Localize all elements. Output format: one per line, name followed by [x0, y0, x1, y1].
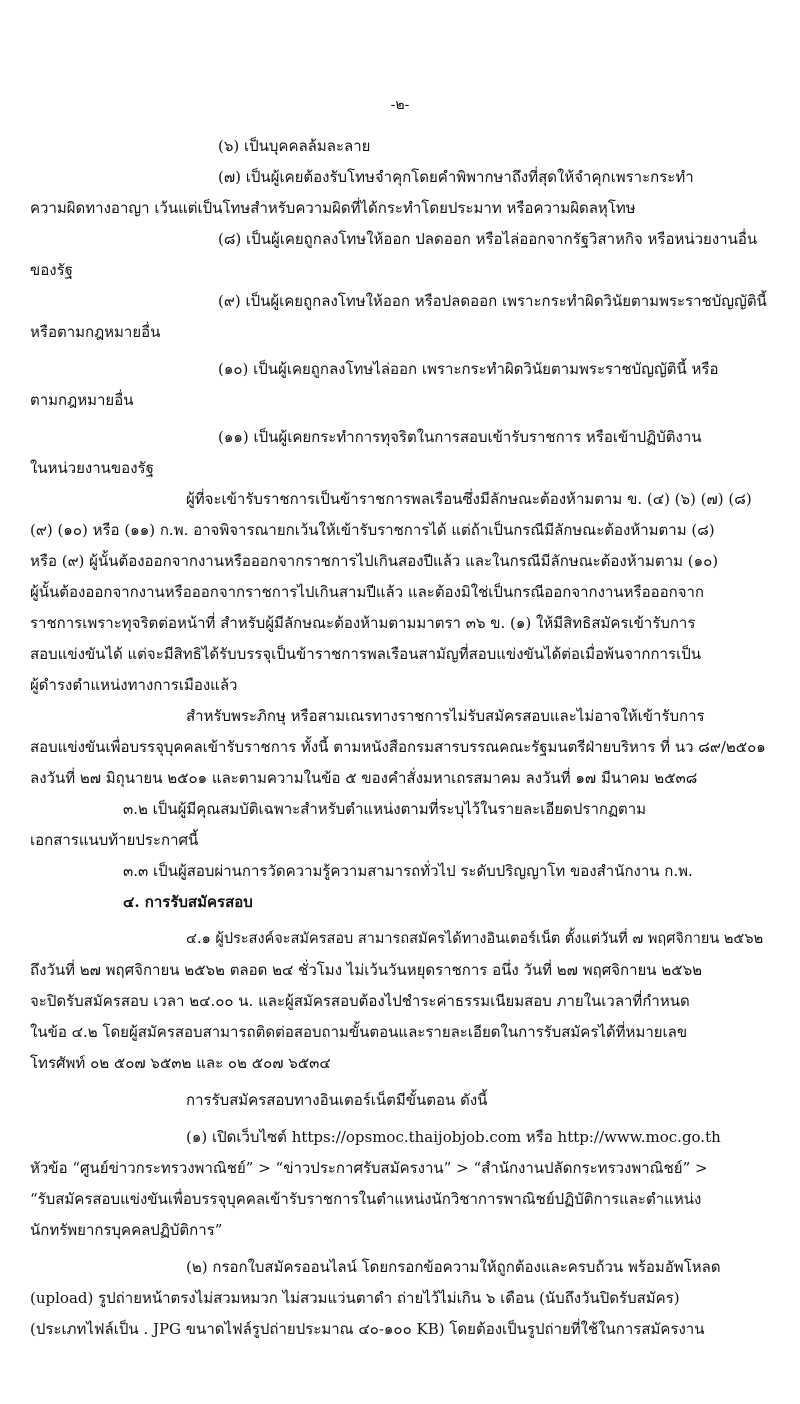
text-line: ในหน่วยงานของรัฐ [30, 459, 154, 477]
text-line: (๗) เป็นผู้เคยต้องรับโทษจำคุกโดยคำพิพากษาถึงที่สุดให้จำคุกเพราะกระทำ [218, 168, 694, 186]
text-line: นักทรัพยากรบุคคลปฏิบัติการ” [30, 1221, 223, 1239]
text-line: ถึงวันที่ ๒๗ พฤศจิกายน ๒๕๖๒ ตลอด ๒๔ ชั่วโมง ไม่เว้นวันหยุดราชการ อนึ่ง วันที่ ๒๗ พฤศจิกายน ๒๕๖๒ [30, 961, 702, 979]
text-line: ๓.๒ เป็นผู้มีคุณสมบัติเฉพาะสำหรับตำแหน่งตามที่ระบุไว้ในรายละเอียดปรากฏตาม [123, 800, 647, 818]
text-line: ความผิดทางอาญา เว้นแต่เป็นโทษสำหรับความผิดที่ได้กระทำโดยประมาท หรือความผิดลหุโทษ [30, 199, 636, 217]
text-line: ๓.๓ เป็นผู้สอบผ่านการวัดความรู้ความสามารถทั่วไป ระดับปริญญาโท ของสำนักงาน ก.พ. [123, 862, 693, 880]
text-line: (๑) เปิดเว็บไซต์ https://opsmoc.thaijobjob.com หรือ http://www.moc.go.th [186, 1128, 721, 1146]
text-line: ในข้อ ๔.๒ โดยผู้สมัครสอบสามารถติดต่อสอบถามขั้นตอนและรายละเอียดในการรับสมัครได้ที่หมายเลข [30, 1023, 688, 1041]
text-line: จะปิดรับสมัครสอบ เวลา ๒๔.๐๐ น. และผู้สมัครสอบต้องไปชำระค่าธรรมเนียมสอบ ภายในเวลาที่กำหนด [30, 992, 690, 1010]
text-line: (๘) เป็นผู้เคยถูกลงโทษให้ออก ปลดออก หรือไล่ออกจากรัฐวิสาหกิจ หรือหน่วยงานอื่น [218, 230, 758, 248]
text-line: (๖) เป็นบุคคลล้มละลาย [218, 137, 371, 155]
text-line: หรือ (๙) ผู้นั้นต้องออกจากงานหรือออกจากราชการไปเกินสองปีแล้ว และในกรณีมีลักษณะต้องห้ามตาม (๑๐) [30, 552, 719, 570]
text-line: ตามกฎหมายอื่น [30, 391, 134, 409]
page-number: -๒- [390, 97, 410, 113]
text-line: (๒) กรอกใบสมัครออนไลน์ โดยกรอกข้อความให้ถูกต้องและครบถ้วน พร้อมอัพโหลด [186, 1258, 721, 1276]
text-line: สำหรับพระภิกษุ หรือสามเณรทางราชการไม่รับสมัครสอบและไม่อาจให้เข้ารับการ [186, 707, 705, 725]
text-line: โทรศัพท์ ๐๒ ๕๐๗ ๖๕๓๒ และ ๐๒ ๕๐๗ ๖๕๓๔ [30, 1054, 331, 1072]
text-line: ผู้นั้นต้องออกจากงานหรือออกจากราชการไปเกินสามปีแล้ว และต้องมิใช่เป็นกรณีออกจากงานหรือออกจาก [30, 583, 704, 601]
text-line: ราชการเพราะทุจริตต่อหน้าที่ สำหรับผู้มีลักษณะต้องห้ามตามมาตรา ๓๖ ข. (๑) ให้มีสิทธิสมัครเข้ารับการ [30, 614, 696, 632]
text-line: (๑๑) เป็นผู้เคยกระทำการทุจริตในการสอบเข้ารับราชการ หรือเข้าปฏิบัติงาน [218, 428, 702, 446]
text-line: ผู้ที่จะเข้ารับราชการเป็นข้าราชการพลเรือนซึ่งมีลักษณะต้องห้ามตาม ข. (๔) (๖) (๗) (๘) [186, 490, 752, 508]
text-line: เอกสารแนบท้ายประกาศนี้ [30, 831, 199, 849]
section-heading: ๔. การรับสมัครสอบ [123, 893, 253, 911]
text-line: (๙) เป็นผู้เคยถูกลงโทษให้ออก หรือปลดออก เพราะกระทำผิดวินัยตามพระราชบัญญัตินี้ [218, 292, 767, 310]
text-line: (๑๐) เป็นผู้เคยถูกลงโทษไล่ออก เพราะกระทำผิดวินัยตามพระราชบัญญัตินี้ หรือ [218, 360, 719, 378]
text-line: ของรัฐ [30, 261, 73, 279]
text-line: (๙) (๑๐) หรือ (๑๑) ก.พ. อาจพิจารณายกเว้นให้เข้ารับราชการได้ แต่ถ้าเป็นกรณีมีลักษณะต้องห้ามตาม (๘) [30, 521, 715, 539]
text-line: หรือตามกฎหมายอื่น [30, 323, 161, 341]
text-line: ผู้ดำรงตำแหน่งทางการเมืองแล้ว [30, 676, 238, 694]
text-line: “รับสมัครสอบแข่งขันเพื่อบรรจุบุคคลเข้ารับราชการในตำแหน่งนักวิชาการพาณิชย์ปฏิบัติการและตำแหน่ง [30, 1190, 702, 1208]
text-line: (upload) รูปถ่ายหน้าตรงไม่สวมหมวก ไม่สวมแว่นตาดำ ถ่ายไว้ไม่เกิน ๖ เดือน (นับถึงวันปิดรับสมัคร) [30, 1289, 680, 1307]
text-line: การรับสมัครสอบทางอินเตอร์เน็ตมีขั้นตอน ดังนี้ [186, 1091, 488, 1109]
text-line: ๔.๑ ผู้ประสงค์จะสมัครสอบ สามารถสมัครได้ทางอินเตอร์เน็ต ตั้งแต่วันที่ ๗ พฤศจิกายน ๒๕๖๒ [186, 931, 764, 947]
text-line: ลงวันที่ ๒๗ มิถุนายน ๒๕๐๑ และตามความในข้อ ๕ ของคำสั่งมหาเถรสมาคม ลงวันที่ ๑๗ มีนาคม ๒๕๓๘ [30, 769, 698, 787]
text-line: สอบแข่งขันได้ แต่จะมีสิทธิได้รับบรรจุเป็นข้าราชการพลเรือนสามัญที่สอบแข่งขันได้ต่อเมื่อพ้นจากการเป็น [30, 645, 701, 663]
text-line: หัวข้อ “ศูนย์ข่าวกระทรวงพาณิชย์” > “ข่าวประกาศรับสมัครงาน” > “สำนักงานปลัดกระทรวงพาณิชย์” > [30, 1159, 708, 1177]
text-line: (ประเภทไฟล์เป็น . JPG ขนาดไฟล์รูปถ่ายประมาณ ๔๐-๑๐๐ KB) โดยต้องเป็นรูปถ่ายที่ใช้ในการสมัครงาน [30, 1320, 705, 1338]
text-line: สอบแข่งขันเพื่อบรรจุบุคคลเข้ารับราชการ ทั้งนี้ ตามหนังสือกรมสารบรรณคณะรัฐมนตรีฝ่ายบริหาร ที่ นว ๘๙/๒๕๐๑ [30, 738, 766, 756]
